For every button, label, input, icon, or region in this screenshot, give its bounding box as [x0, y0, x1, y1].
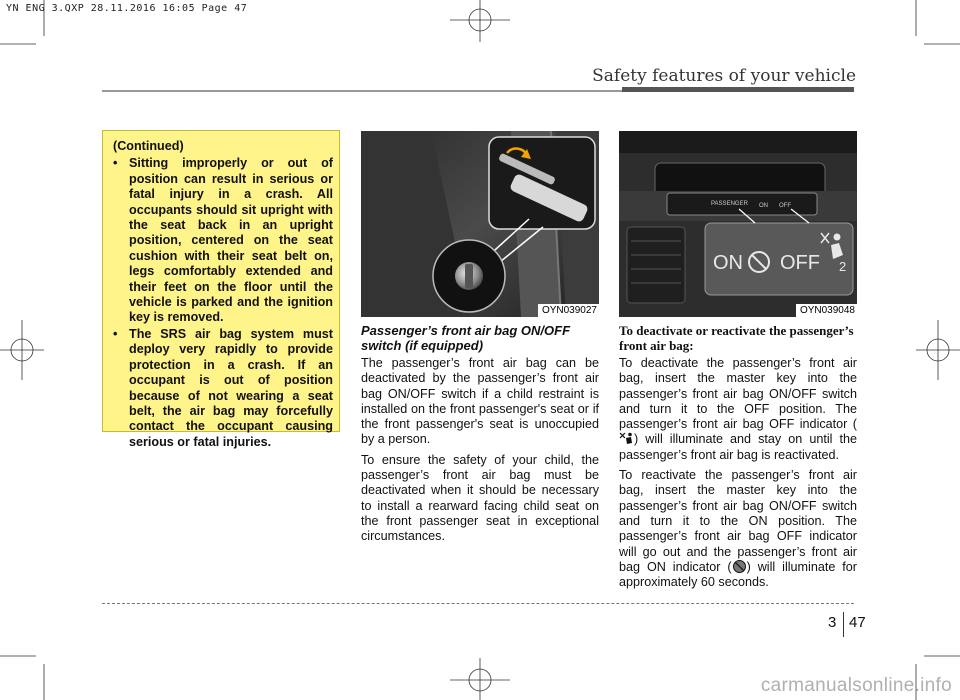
on-label: ON [713, 252, 743, 274]
off-icon-subscript: 2 [839, 259, 847, 274]
right-paragraph-1-text: To deactivate the passenger’s front air bag, insert the master key into the passenger’s front air bag ON/OFF switch and turn it to the OFF position. The passenger’s front air bag OFF indicator ( [619, 356, 857, 432]
page-number-divider [843, 612, 844, 637]
warning-bullet: • The SRS air bag system must deploy very rapidly to provide protection in a crash. If an occupant is out of position because of not wearing a seat belt, the air bag may forcefully contact the occupant causing serious or fatal injuries. [113, 327, 333, 450]
panel-passenger-text: PASSENGER [711, 201, 748, 207]
registration-mark-bottom [450, 658, 510, 700]
right-paragraph-2 [619, 468, 857, 590]
warning-bullet: • Sitting improperly or out of position can result in serious or fatal injury in a crash. All occupants should sit upright with the seat back in an upright position, centered on the seat cushion with their seat belt on, legs comfortably extended and their feet on the floor until the vehicle is parked and the ignition key is removed. [113, 156, 333, 325]
figure-airbag-switch [361, 131, 599, 317]
middle-heading: Passenger’s front air bag ON/OFF switch (if equipped) [361, 323, 571, 353]
panel-off-text: OFF [779, 203, 791, 209]
warning-box [102, 130, 340, 449]
right-paragraph-1-text: ) will illuminate and stay on until the passenger’s front air bag is reactivated. [619, 432, 857, 462]
chapter-number: 3 [828, 614, 837, 631]
airbag-indicator-illustration [619, 131, 857, 317]
section-title: Safety features of your vehicle [592, 66, 856, 86]
airbag-off-indicator-icon [619, 432, 634, 445]
watermark: carmanualsonline.info [760, 675, 952, 696]
print-header: YN ENG 3.QXP 28.11.2016 16:05 Page 47 [6, 3, 248, 14]
right-paragraph-2-text: To reactivate the passenger’s front air bag, insert the master key into the passenger’s front air bag ON/OFF switch and turn it to the ON position. The passenger’s front air bag OFF indicator will go out and the passenger’s front air bag ON indicator ( [619, 468, 857, 574]
page-number: 47 [849, 614, 866, 631]
middle-paragraph-2: To ensure the safety of your child, the passenger’s front air bag must be deactivated when it should be necessary to install a rearward facing child seat on the front passenger seat in exceptional circumstances. [361, 452, 599, 544]
registration-mark-top [450, 0, 510, 42]
registration-mark-left [0, 320, 44, 380]
header-accent-bar [622, 87, 854, 92]
figure-label: OYN039048 [796, 304, 857, 317]
column-right [619, 323, 857, 595]
figure-label: OYN039027 [538, 304, 599, 317]
middle-paragraph-1: The passenger’s front air bag can be deactivated by the passenger’s front air bag ON/OFF switch if a child restraint is installed on the front passenger's seat or if the front passenger's seat is unoccupied by a person. [361, 356, 599, 447]
footer-rule [102, 603, 854, 604]
warning-list [113, 156, 333, 450]
registration-mark-right [916, 320, 960, 380]
column-middle [361, 323, 599, 550]
airbag-on-indicator-icon [732, 560, 747, 573]
off-label: OFF [780, 252, 820, 274]
airbag-switch-illustration [361, 131, 599, 317]
right-heading: To deactivate or reactivate the passenger’s front air bag: [619, 323, 854, 353]
panel-on-text: ON [759, 203, 768, 209]
right-paragraph-1 [619, 356, 857, 463]
right-paragraph-2-text: ) will illuminate for approximately 60 seconds. [619, 559, 857, 590]
figure-airbag-indicator [619, 131, 857, 317]
warning-continued: (Continued) [113, 139, 184, 153]
